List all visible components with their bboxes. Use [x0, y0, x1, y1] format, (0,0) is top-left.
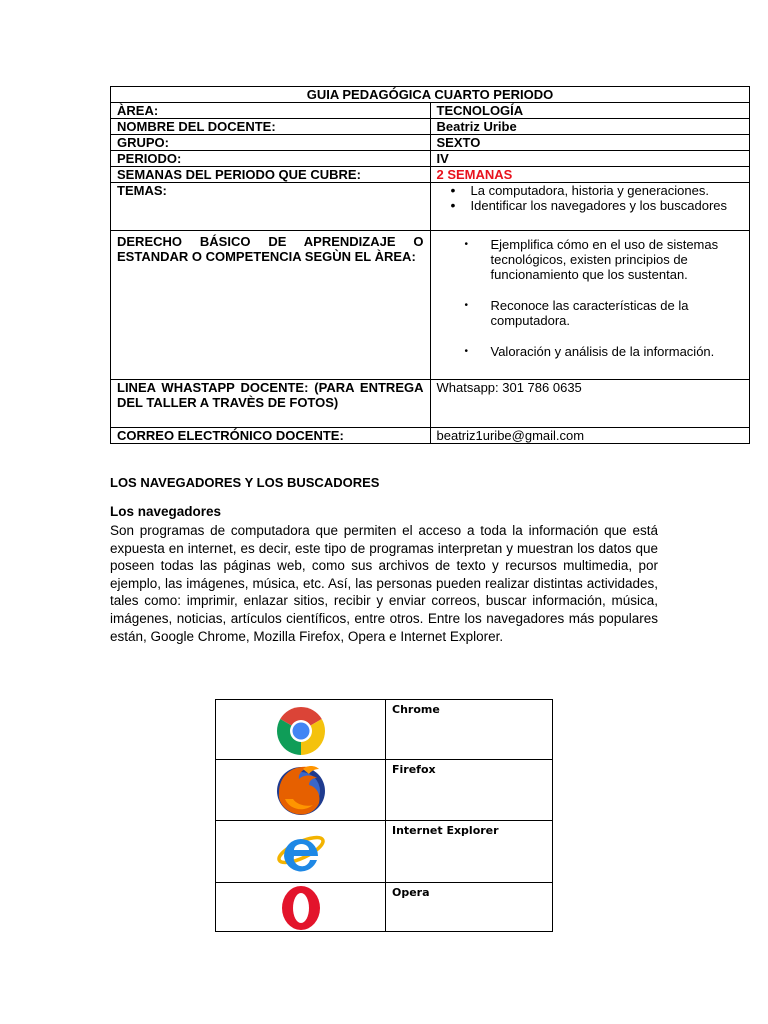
- browser-name: Opera: [386, 883, 553, 932]
- area-label: ÀREA:: [111, 103, 431, 119]
- competency-item: • Reconoce las características de la computadora.: [437, 298, 744, 328]
- topics-list: [437, 183, 744, 215]
- internet-explorer-logo-icon: [275, 828, 327, 878]
- teacher-name-label: NOMBRE DEL DOCENTE:: [111, 119, 431, 135]
- email-value: beatriz1uribe@gmail.com: [430, 428, 750, 444]
- group-value: SEXTO: [430, 135, 750, 151]
- browser-icon-cell: [216, 821, 386, 883]
- section-subheading: Los navegadores: [110, 504, 222, 519]
- whatsapp-value: Whatsapp: 301 786 0635: [430, 380, 750, 428]
- teacher-name-value: Beatriz Uribe: [430, 119, 750, 135]
- browser-icon-cell: [216, 700, 386, 760]
- period-label: PERIODO:: [111, 151, 431, 167]
- guide-table: [110, 86, 750, 444]
- browsers-table: [215, 699, 553, 932]
- topics-label: TEMAS:: [111, 183, 431, 231]
- topics-cell: [430, 183, 750, 231]
- guide-title: GUIA PEDAGÓGICA CUARTO PERIODO: [111, 87, 750, 103]
- body-paragraph: Son programas de computadora que permiten el acceso a toda la información que está expuesta en internet, es decir, este tipo de programas interpretan y muestran los datos que poseen todas las páginas web, como sus archivos de texto y recursos multimedia, por ejemplo, las imágenes, música, etc. Así, las personas pueden realizar distintas actividades, tales como: imprimir, enlazar sitios, recibir y enviar correos, buscar información, música, imágenes, noticias, artículos científicos, entre otros. Entre los navegadores más populares están, Google Chrome, Mozilla Firefox, Opera e Internet Explorer.: [110, 523, 658, 644]
- browser-name: Chrome: [386, 700, 553, 760]
- section-heading: LOS NAVEGADORES Y LOS BUSCADORES: [110, 475, 380, 490]
- weeks-value: 2 SEMANAS: [430, 167, 750, 183]
- group-label: GRUPO:: [111, 135, 431, 151]
- browser-name: Internet Explorer: [386, 821, 553, 883]
- competency-item: • Ejemplifica cómo en el uso de sistemas tecnológicos, existen principios de funcionamiento que los sustentan.: [437, 237, 744, 282]
- period-value: IV: [430, 151, 750, 167]
- chrome-logo-icon: [275, 705, 327, 757]
- opera-logo-icon: [281, 885, 321, 931]
- area-value: TECNOLOGÍA: [430, 103, 750, 119]
- browser-icon-cell: [216, 883, 386, 932]
- competency-list: [437, 237, 744, 359]
- email-label: CORREO ELECTRÓNICO DOCENTE:: [111, 428, 431, 444]
- topic-item: • Identificar los navegadores y los buscadores: [437, 198, 744, 213]
- browser-icon-cell: [216, 760, 386, 821]
- browser-name: Firefox: [386, 760, 553, 821]
- competency-cell: [430, 231, 750, 380]
- competency-label: DERECHO BÁSICO DE APRENDIZAJE O ESTANDAR O COMPETENCIA SEGÙN EL ÀREA:: [111, 231, 431, 380]
- whatsapp-label: LINEA WHASTAPP DOCENTE: (PARA ENTREGA DEL TALLER A TRAVÈS DE FOTOS): [111, 380, 431, 428]
- firefox-logo-icon: [273, 763, 329, 817]
- weeks-label: SEMANAS DEL PERIODO QUE CUBRE:: [111, 167, 431, 183]
- topic-item: • La computadora, historia y generaciones.: [437, 183, 744, 198]
- competency-item: • Valoración y análisis de la información.: [437, 344, 744, 359]
